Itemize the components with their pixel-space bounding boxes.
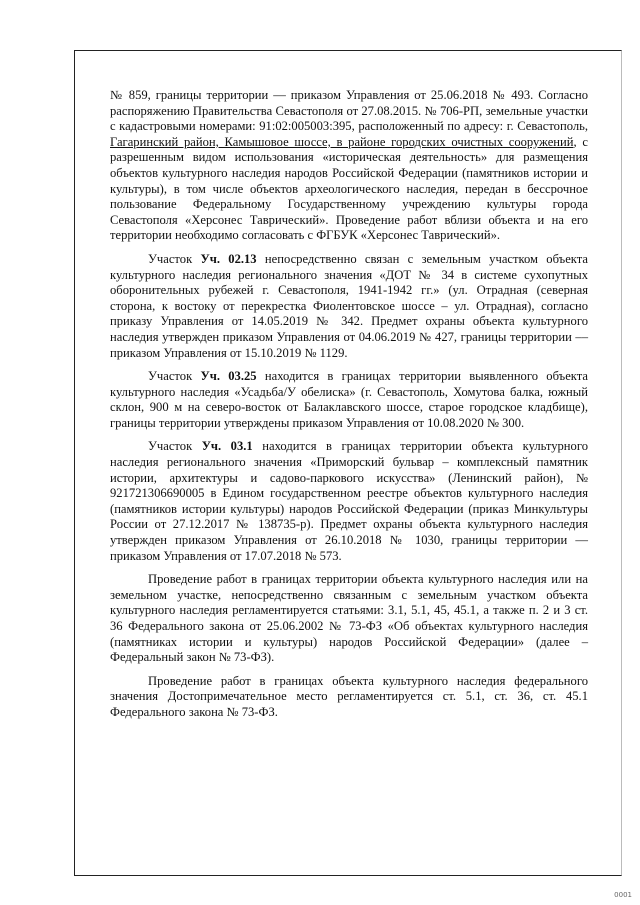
p4-plot-code: Уч. 03.1 [201,439,253,454]
p2-plot-code: Уч. 02.13 [200,251,257,266]
p4-text-b: находится в границах территории объекта культурного наследия регионального значения «Приморский бульвар – комплексный памятник истории, архитектуры и садово-паркового искусства» (Ленинский район), № 921721306690005 в Едином государственном реестре объектов культурного наследия (памятников истории культуры) народов Российской Федерации (приказ Минкультуры России от 27.12.2017 № 138735-р). Предмет охраны объекта культурного наследия утвержден приказом Управления от 26.10.2018 № 1030, границы территории — приказом Управления от 17.07.2018 № 573. [110,439,588,563]
paragraph-2 [110,252,588,361]
p3-text-a: Участок [148,369,201,384]
p1-text-b: , с разрешенным видом использования «историческая деятельность» для размещения объектов культурного наследия народов Российской Федерации (памятников истории и культуры), в том числе объектов археологического наследия, передан в бессрочное пользование Федеральному Государственному учреждению культуры города Севастополя «Херсонес Таврический». Проведение работ вблизи объекта и на его территории необходимо согласовать с ФГБУК «Херсонес Таврический». [110,134,588,243]
p1-text-a: № 859, границы территории — приказом Управления от 25.06.2018 № 493. Согласно распоряжению Правительства Севастополя от 27.08.2015. № 706-РП, земельные участки с кадастровыми номерами: 91:02:005003:395, расположенный по адресу: г. Севастополь, [110,88,588,134]
paragraph-1 [110,88,588,244]
p2-text-b: непосредственно связан с земельным участком объекта культурного наследия регионального значения «ДОТ № 34 в системе сухопутных оборонительных рубежей г. Севастополя, 1941-1942 гг.» (ул. Отрадная (северная сторона, к востоку от перекрестка Фиолентовское шоссе – ул. Отрадная), согласно приказу Управления от 14.05.2019 № 342. Предмет охраны объекта культурного наследия утвержден приказом Управления от 04.06.2019 № 427, границы территории –– приказом Управления от 15.10.2019 № 1129. [110,251,588,360]
p3-plot-code: Уч. 03.25 [200,369,257,384]
p3-text-b: находится в границах территории выявленного объекта культурного наследия «Усадьба/У обелиска» (г. Севастополь, Хомутова балка, южный склон, 900 м на северо-восток от Балаклавского шоссе, старое городское кладбище), границы территории утверждены приказом Управления от 10.08.2020 № 300. [110,369,588,430]
document-body [110,88,588,729]
p2-text-a: Участок [148,251,201,266]
paragraph-6: Проведение работ в границах объекта культурного наследия федерального значения Достопримечательное место регламентируется ст. 5.1, ст. 36, ст. 45.1 Федерального закона № 73-ФЗ. [110,673,588,719]
p4-text-a: Участок [148,439,202,454]
paragraph-4 [110,439,588,564]
paragraph-3 [110,369,588,431]
corner-mark: 0001 [614,891,632,899]
paragraph-5: Проведение работ в границах территории объекта культурного наследия или на земельном участке, непосредственно связанным с земельным участком объекта культурного наследия регламентируется статьями: 3.1, 5.1, 45, 45.1, а также п. 2 и 3 ст. 36 Федерального закона от 25.06.2002 № 73-ФЗ «Об объектах культурного наследия (памятниках истории и культуры) народов Российской Федерации» (далее – Федеральный закон № 73-ФЗ). [110,572,588,665]
p1-address-underlined: Гагаринский район, Камышовое шоссе, в районе городских очистных сооружений [110,134,574,149]
